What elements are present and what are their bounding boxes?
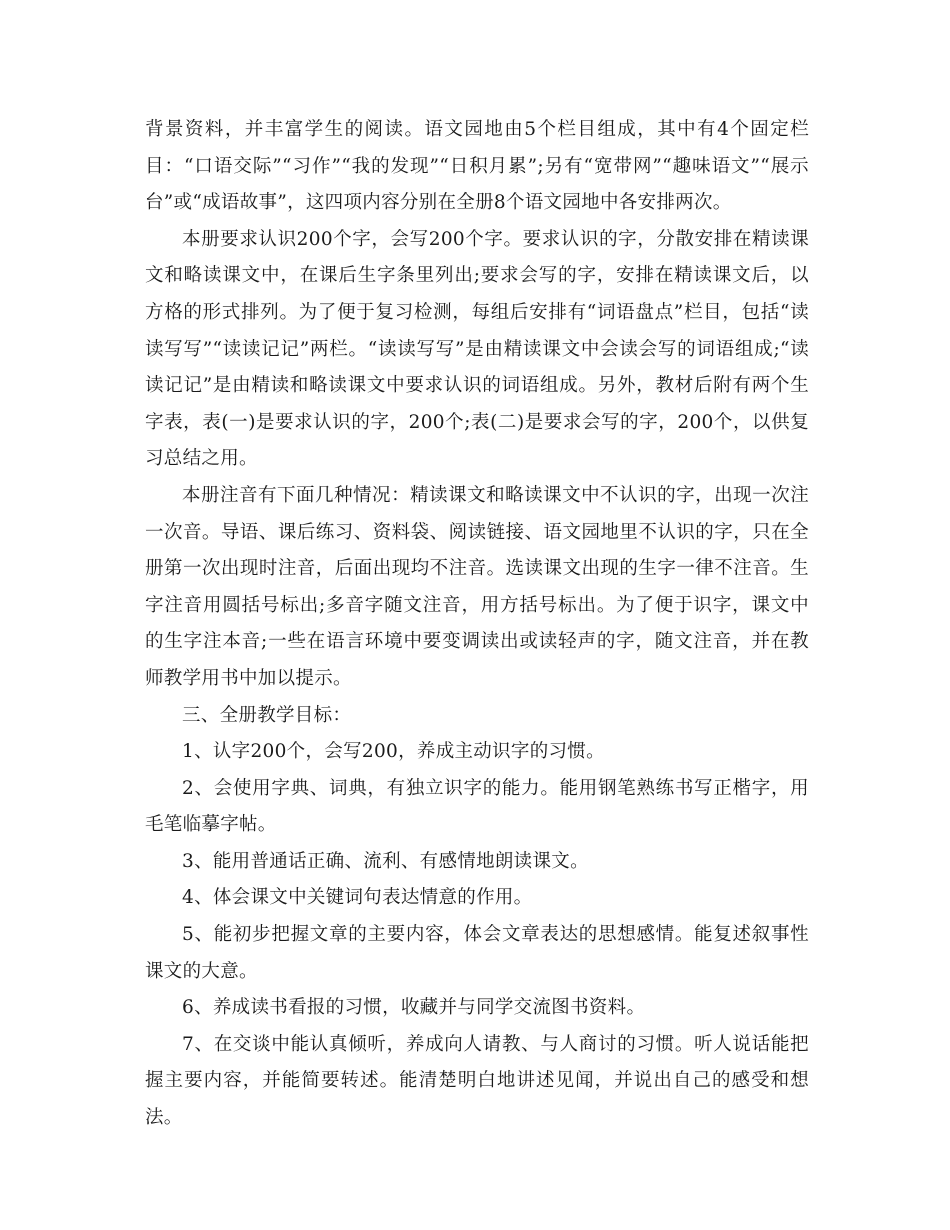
goal-item-4: 4、体会课文中关键词句表达情意的作用。 [182, 887, 533, 909]
goal-item-1: 1、认字200个，会写200，养成主动识字的习惯。 [182, 741, 605, 763]
paragraph-continuation: 背景资料，并丰富学生的阅读。语文园地由5个栏目组成，其中有4个固定栏目：“口语交际”“习作”“我的发现”“日积月累”;另有“宽带网”“趣味语文”“展示台”或“成语故事”，这四项内容分别在全册8个语文园地中各安排两次。 [145, 119, 809, 214]
goal-item-5: 5、能初步把握文章的主要内容，体会文章表达的思想感情。能复述叙事性课文的大意。 [145, 924, 809, 982]
paragraph-phonetic-notation: 本册注音有下面几种情况：精读课文和略读课文中不认识的字，出现一次注一次音。导语、课后练习、资料袋、阅读链接、语文园地里不认识的字，只在全册第一次出现时注音，后面出现均不注音。选读课文出现的生字一律不注音。生字注音用圆括号标出;多音字随文注音，用方括号标出。为了便于识字，课文中的生字注本音;一些在语言环境中要变调读出或读轻声的字，随文注音，并在教师教学用书中加以提示。 [145, 484, 809, 689]
goal-item-2: 2、会使用字典、词典，有独立识字的能力。能用钢笔熟练书写正楷字，用毛笔临摹字帖。 [145, 777, 809, 836]
goal-item-7: 7、在交谈中能认真倾听，养成向人请教、与人商讨的习惯。听人说话能把握主要内容，并能简要转述。能清楚明白地讲述见闻，并说出自己的感受和想法。 [145, 1033, 809, 1129]
section-heading-teaching-goals: 三、全册教学目标： [182, 704, 352, 726]
goal-item-6: 6、养成读书看报的习惯，收藏并与同学交流图书资料。 [182, 997, 646, 1019]
paragraph-character-requirements: 本册要求认识200个字，会写200个字。要求认识的字，分散安排在精读课文和略读课文中，在课后生字条里列出;要求会写的字，安排在精读课文后，以方格的形式排列。为了便于复习检测，每组后安排有“词语盘点”栏目，包括“读读写写”“读读记记”两栏。“读读写写”是由精读课文中会读会写的词语组成;“读读记记”是由精读和略读课文中要求认识的词语组成。另外，教材后附有两个生字表，表(一)是要求认识的字，200个;表(二)是要求会写的字，200个，以供复习总结之用。 [145, 228, 809, 470]
document-body [145, 112, 809, 1137]
goal-item-3: 3、能用普通话正确、流利、有感情地朗读课文。 [182, 850, 589, 872]
